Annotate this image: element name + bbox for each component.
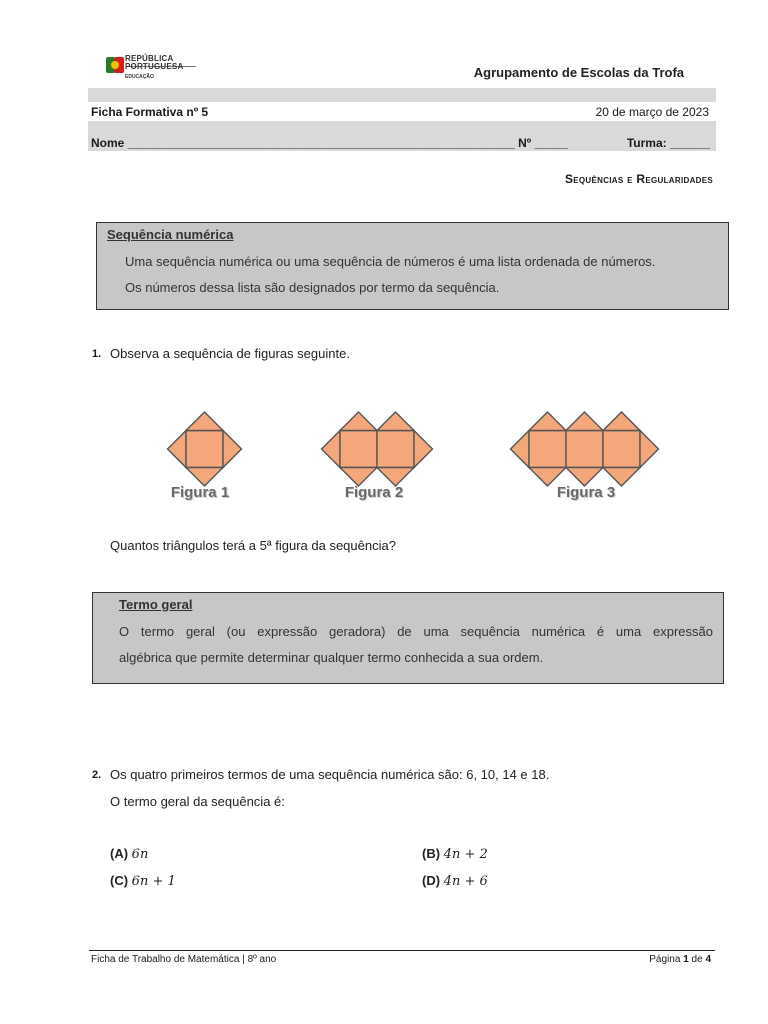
- question-text: O termo geral da sequência é:: [110, 794, 285, 809]
- logo-text: REPÚBLICA PORTUGUESA: [125, 54, 184, 71]
- option-expression: 4n + 6: [443, 874, 488, 889]
- triangle-shape: [511, 431, 530, 468]
- definition-line: algébrica que permite determinar qualquer termo conhecida a sua ordem.: [119, 650, 544, 665]
- footer-divider: [89, 950, 715, 951]
- definition-line: Uma sequência numérica ou uma sequência de números é uma lista ordenada de números.: [125, 254, 656, 269]
- coat-of-arms-icon: [106, 57, 124, 73]
- option-label: (D): [422, 873, 441, 888]
- option-expression: 6n + 1: [131, 874, 176, 889]
- question-number: 1.: [92, 348, 102, 360]
- figure-sequence: [160, 395, 670, 510]
- definition-line: Os números dessa lista são designados por termo da sequência.: [125, 280, 500, 295]
- figure-label: Figura 1: [170, 484, 230, 501]
- name-number-field: Nome __________________________________________________________ Nº _____: [91, 136, 568, 150]
- definition-box-general-term: [92, 592, 724, 684]
- logo-subtitle: EDUCAÇÃO: [125, 74, 154, 80]
- figures-drawing: [168, 412, 659, 486]
- square-shape: [566, 431, 603, 468]
- question-prompt: Quantos triângulos terá a 5ª figura da sequência?: [110, 538, 396, 553]
- definition-line: O termo geral (ou expressão geradora) de uma sequência numérica é uma expressão: [119, 624, 713, 639]
- option-label: (C): [110, 873, 129, 888]
- option-b[interactable]: [422, 846, 488, 862]
- option-label: (B): [422, 846, 441, 861]
- question-number: 2.: [92, 769, 102, 781]
- option-a[interactable]: [110, 846, 148, 862]
- header-band-top: [88, 88, 716, 102]
- triangle-shape: [603, 412, 640, 431]
- page-indicator: Página 1 de 4: [649, 954, 711, 965]
- figure-label: Figura 2: [344, 484, 404, 501]
- triangle-shape: [186, 412, 223, 431]
- option-c[interactable]: [110, 873, 176, 889]
- option-d[interactable]: [422, 873, 488, 889]
- triangle-shape: [414, 431, 433, 468]
- triangle-shape: [377, 412, 414, 431]
- topic-title: Sequências e Regularidades: [564, 172, 713, 186]
- triangle-shape: [223, 431, 242, 468]
- definition-box-sequence: [96, 222, 729, 310]
- triangle-shape: [340, 412, 377, 431]
- option-label: (A): [110, 846, 129, 861]
- definition-title: Termo geral: [119, 597, 193, 612]
- square-shape: [377, 431, 414, 468]
- option-expression: 6n: [131, 847, 149, 862]
- school-name: Agrupamento de Escolas da Trofa: [473, 65, 684, 80]
- question-text: Observa a sequência de figuras seguinte.: [110, 346, 350, 361]
- figure-label: Figura 3: [556, 484, 616, 501]
- triangle-shape: [322, 431, 341, 468]
- class-field: Turma: ______: [626, 136, 710, 150]
- option-expression: 4n + 2: [443, 847, 488, 862]
- square-shape: [340, 431, 377, 468]
- definition-title: Sequência numérica: [107, 227, 234, 242]
- triangle-shape: [529, 412, 566, 431]
- worksheet-title: Ficha Formativa nº 5: [91, 105, 209, 119]
- worksheet-date: 20 de março de 2023: [595, 105, 709, 119]
- square-shape: [603, 431, 640, 468]
- triangle-shape: [168, 431, 187, 468]
- footer-left: Ficha de Trabalho de Matemática | 8º ano: [91, 954, 277, 965]
- triangle-shape: [640, 431, 659, 468]
- question-text: Os quatro primeiros termos de uma sequência numérica são: 6, 10, 14 e 18.: [110, 767, 550, 782]
- square-shape: [186, 431, 223, 468]
- square-shape: [529, 431, 566, 468]
- triangle-shape: [566, 412, 603, 431]
